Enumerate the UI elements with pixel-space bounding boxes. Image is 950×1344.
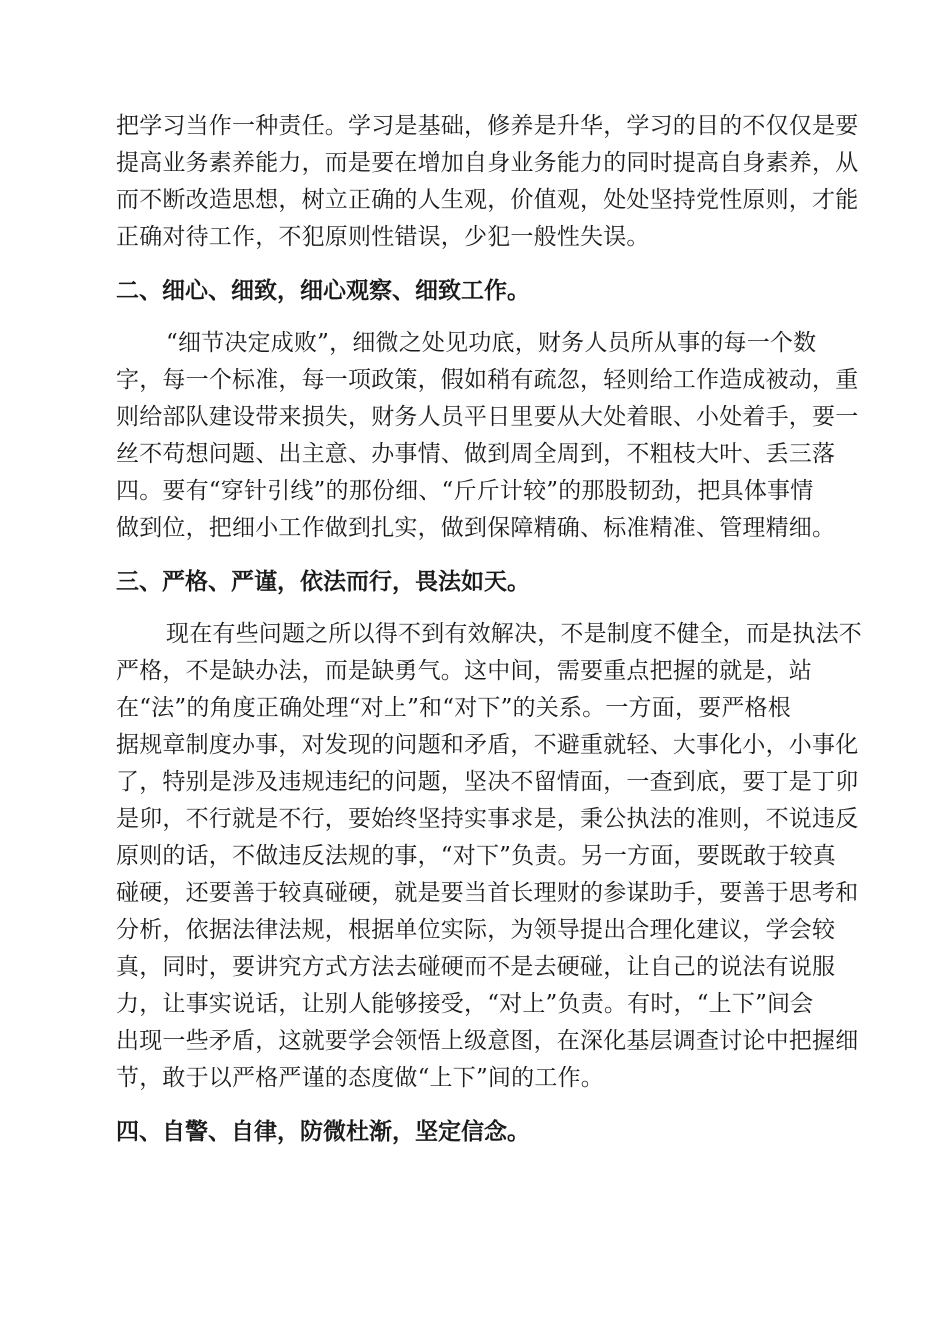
- text-line: 分析，依据法律法规，根据单位实际，为领导提出合理化建议，学会较: [116, 917, 836, 943]
- spacer: [116, 1097, 832, 1113]
- paragraph-strict-law: [116, 616, 862, 1097]
- text-line: 据规章制度办事，对发现的问题和矛盾，不避重就轻、大事化小，小事化: [116, 732, 859, 758]
- paragraph-attention-to-detail: [116, 325, 859, 547]
- text-line: 原则的话，不做违反法规的事，“对下”负责。另一方面，要既敢于较真: [116, 843, 836, 869]
- text-line: 提高业务素养能力，而是要在增加自身业务能力的同时提高自身素养，从: [116, 150, 859, 176]
- text-line: “细节决定成败”，细微之处见功底，财务人员所从事的每一个数: [166, 330, 817, 356]
- text-line: 现在有些问题之所以得不到有效解决，不是制度不健全，而是执法不: [166, 621, 862, 647]
- text-line: 节，敢于以严格严谨的态度做“上下”间的工作。: [116, 1065, 604, 1091]
- spacer: [116, 547, 832, 563]
- section-heading-4: 四、自警、自律，防微杜渐，坚定信念。: [116, 1118, 530, 1145]
- text-line: 力，让事实说话，让别人能够接受，“对上”负责。有时，“上下”间会: [116, 991, 814, 1017]
- document-page: [116, 108, 862, 1150]
- text-line: 严格，不是缺办法，而是缺勇气。这中间，需要重点把握的就是，站: [116, 658, 812, 684]
- text-line: 而不断改造思想，树立正确的人生观，价值观，处处坚持党性原则，才能: [116, 187, 859, 213]
- text-line: 了，特别是涉及违规违纪的问题，坚决不留情面，一查到底，要丁是丁卯: [116, 769, 859, 795]
- text-line: 把学习当作一种责任。学习是基础，修养是升华，学习的目的不仅仅是要: [116, 113, 859, 139]
- section-heading-2: 二、细心、细致，细心观察、细致工作。: [116, 277, 530, 304]
- text-line: 做到位，把细小工作做到扎实，做到保障精确、标准精准、管理精细。: [116, 515, 836, 541]
- text-line: 出现一些矛盾，这就要学会领悟上级意图，在深化基层调查讨论中把握细: [116, 1028, 859, 1054]
- text-line: 字，每一个标准，每一项政策，假如稍有疏忽，轻则给工作造成被动，重: [116, 367, 859, 393]
- text-line: 丝不苟想问题、出主意、办事情、做到周全周到，不粗枝大叶、丢三落: [116, 441, 836, 467]
- paragraph-study-responsibility: [116, 108, 859, 256]
- spacer: [116, 309, 832, 325]
- text-line: 真，同时，要讲究方式方法去碰硬而不是去硬碰，让自己的说法有说服: [116, 954, 836, 980]
- text-line: 是卯，不行就是不行，要始终坚持实事求是，秉公执法的准则，不说违反: [116, 806, 859, 832]
- spacer: [116, 600, 832, 616]
- section-heading-3: 三、严格、严谨，依法而行，畏法如天。: [116, 568, 530, 595]
- text-line: 则给部队建设带来损失，财务人员平日里要从大处着眼、小处着手，要一: [116, 404, 859, 430]
- text-line: 四。要有“穿针引线”的那份细、“斤斤计较”的那股韧劲，把具体事情: [116, 478, 814, 504]
- text-line: 在“法”的角度正确处理“对上”和“对下”的关系。一方面，要严格根: [116, 695, 791, 721]
- spacer: [116, 256, 832, 272]
- text-line: 碰硬，还要善于较真碰硬，就是要当首长理财的参谋助手，要善于思考和: [116, 880, 859, 906]
- text-line: 正确对待工作，不犯原则性错误，少犯一般性失误。: [116, 224, 650, 250]
